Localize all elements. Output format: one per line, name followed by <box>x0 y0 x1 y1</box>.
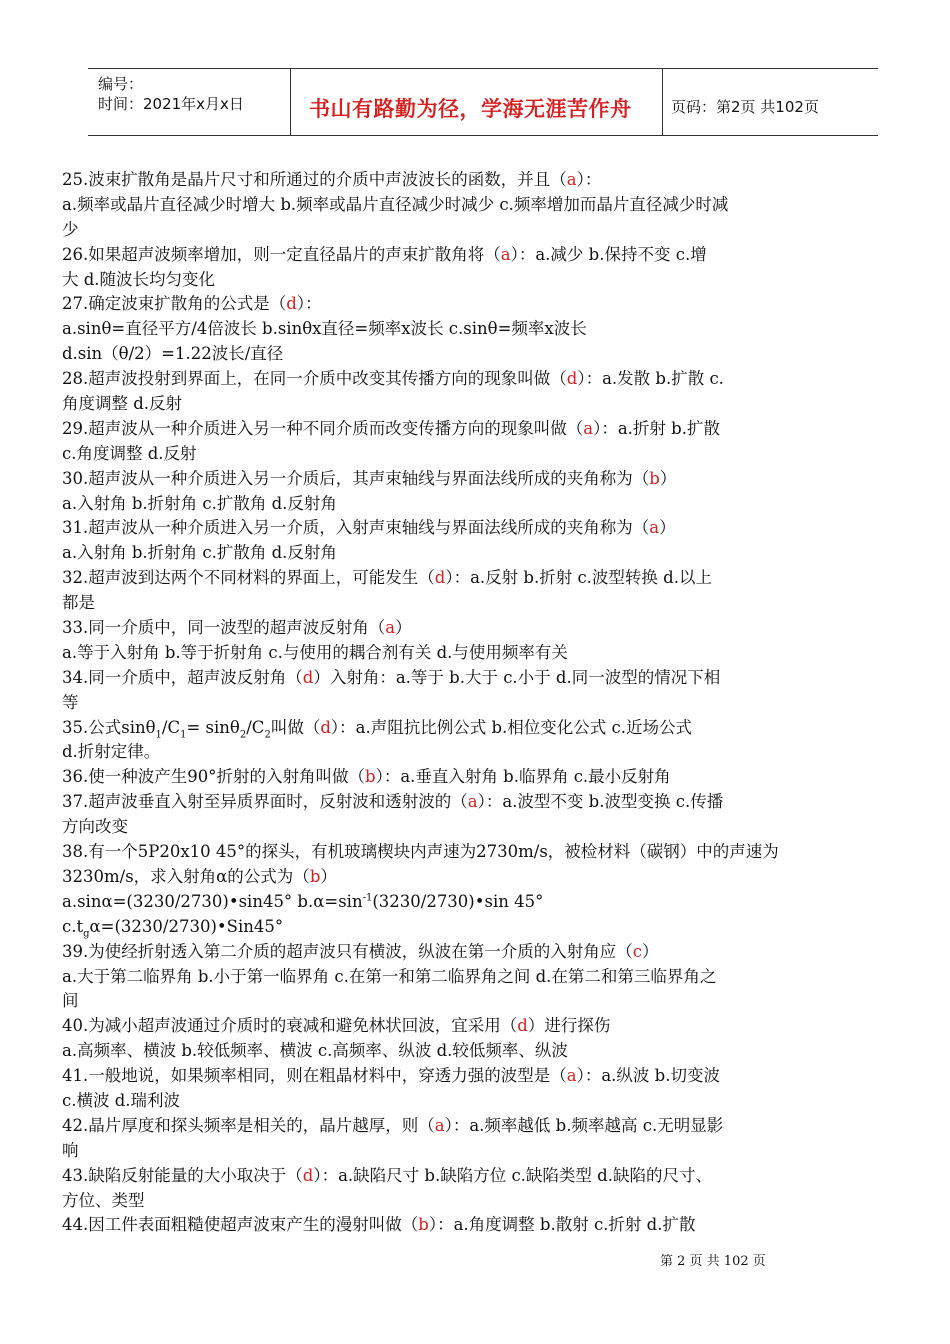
line-text: d.sin（θ/2）=1.22波长/直径 <box>62 344 284 364</box>
subscript: 1 <box>180 728 187 740</box>
text-line <box>62 292 902 317</box>
line-text: ）：a.波型不变 b.波型变换 c.传播 <box>477 792 724 812</box>
text-line <box>62 1213 902 1238</box>
line-text: ） <box>659 518 676 538</box>
header-motto: 书山有路勤为径，学海无涯苦作舟 <box>309 97 632 121</box>
line-text: 40.为减小超声波通过介质时的衰减和避免林状回波，宜采用（ <box>62 1016 518 1036</box>
text-line <box>62 1039 902 1064</box>
text-line <box>62 666 902 691</box>
text-line <box>62 541 902 566</box>
text-line <box>62 940 902 965</box>
line-text: ） <box>659 468 677 488</box>
line-text: 3230m/s，求入射角α的公式为（ <box>62 866 310 886</box>
answer-choice: a <box>385 618 396 638</box>
line-text: 少 <box>62 219 79 239</box>
line-text: c.角度调整 d.反射 <box>62 443 197 463</box>
line-text: 25.波束扩散角是晶片尺寸和所通过的介质中声波波长的函数，并且（ <box>62 170 567 189</box>
answer-choice: d <box>320 717 331 737</box>
document-number-label: 编号： <box>98 75 144 93</box>
line-text: 44.因工件表面粗糙使超声波束产生的漫射叫做（ <box>62 1215 419 1235</box>
answer-choice: d <box>302 667 314 687</box>
answer-choice: d <box>302 1165 314 1185</box>
text-line <box>62 989 902 1014</box>
header-motto-cell <box>291 69 663 135</box>
text-line <box>62 317 902 342</box>
superscript: -1 <box>362 892 373 904</box>
line-text: 27.确定波束扩散角的公式是（ <box>62 294 287 314</box>
subscript: 1 <box>155 728 162 740</box>
subscript: 2 <box>239 728 247 740</box>
answer-choice: a <box>566 1066 577 1086</box>
line-text: ）：a.频率越低 b.频率越高 c.无明显影 <box>444 1115 724 1135</box>
line-text: 43.缺陷反射能量的大小取决于（ <box>62 1165 303 1185</box>
text-line <box>62 392 902 417</box>
line-text: 36.使一种波产生90°折射的入射角叫做（ <box>62 767 365 787</box>
answer-choice: d <box>517 1016 528 1036</box>
line-text: a.sinθ=直径平方/4倍波长 b.sinθx直径=频率x波长 c.sinθ=频率x波长 <box>62 319 587 339</box>
line-text: ）进行探伤 <box>527 1016 611 1036</box>
answer-choice: a <box>500 244 511 264</box>
text-line <box>62 516 902 541</box>
answer-choice: b <box>309 866 321 886</box>
line-text: ）：a.减少 b.保持不变 c.增 <box>510 244 707 264</box>
answer-choice: a <box>649 518 660 538</box>
text-line <box>62 268 902 293</box>
line-text: 29.超声波从一种介质进入另一种不同介质而改变传播方向的现象叫做（ <box>62 418 584 438</box>
line-text: α=(3230/2730)•Sin45° <box>89 916 284 936</box>
text-line <box>62 168 902 193</box>
line-text: ）：a.声阻抗比例公式 b.相位变化公式 c.近场公式 <box>330 717 692 737</box>
line-text: 35.公式sinθ <box>62 717 156 737</box>
line-text: 41.一般地说，如果频率相同，则在粗晶材料中，穿透力强的波型是（ <box>62 1066 567 1086</box>
answer-choice: b <box>418 1215 429 1235</box>
line-text: 37.超声波垂直入射至异质界面时，反射波和透射波的（ <box>62 792 468 812</box>
subscript: 2 <box>264 728 271 740</box>
text-line <box>62 616 902 641</box>
answer-choice: c <box>632 941 642 961</box>
line-text: ） <box>395 618 412 638</box>
text-line <box>62 591 902 616</box>
line-text: 30.超声波从一种介质进入另一介质后，其声束轴线与界面法线所成的夹角称为（ <box>62 468 650 488</box>
line-text: ）：a.反射 b.折射 c.波型转换 d.以上 <box>445 568 712 588</box>
line-text: 响 <box>62 1140 79 1160</box>
line-text: 34.同一介质中，超声波反射角（ <box>62 667 303 687</box>
text-line <box>62 890 902 915</box>
line-text: c.t <box>62 916 84 936</box>
answer-choice: a <box>566 170 577 189</box>
line-text: 间 <box>62 991 79 1011</box>
text-line <box>62 691 902 716</box>
text-line <box>62 1139 902 1164</box>
line-text: a.入射角 b.折射角 c.扩散角 d.反射角 <box>62 543 337 563</box>
line-text: a.高频率、横波 b.较低频率、横波 c.高频率、纵波 d.较低频率、纵波 <box>62 1041 568 1061</box>
answer-choice: b <box>365 767 376 787</box>
answer-choice: d <box>566 369 578 389</box>
text-line <box>62 193 902 218</box>
text-line <box>62 367 902 392</box>
page-header <box>88 68 878 136</box>
subscript: g <box>83 928 90 940</box>
text-line <box>62 342 902 367</box>
answer-choice: d <box>286 294 297 314</box>
line-text: 角度调整 d.反射 <box>62 394 183 414</box>
text-line <box>62 467 902 492</box>
line-text: 26.如果超声波频率增加，则一定直径晶片的声束扩散角将（ <box>62 244 501 264</box>
text-line <box>62 1064 902 1089</box>
answer-choice: a <box>467 792 478 812</box>
line-text: a.sinα=(3230/2730)•sin45° b.α=sin <box>62 891 363 911</box>
text-line <box>62 716 902 741</box>
text-line <box>62 417 902 442</box>
line-text: ）： <box>296 294 322 314</box>
line-text: a.大于第二临界角 b.小于第一临界角 c.在第一和第二临界角之间 d.在第二和第三临界角之 <box>62 966 717 986</box>
text-line <box>62 965 902 990</box>
text-line <box>62 442 902 467</box>
line-text: a.入射角 b.折射角 c.扩散角 d.反射角 <box>62 493 337 513</box>
line-text: 叫做（ <box>270 717 321 737</box>
line-text: ）：a.角度调整 b.散射 c.折射 d.扩散 <box>428 1215 696 1235</box>
line-text: d.折射定律。 <box>62 742 161 762</box>
text-line <box>62 243 902 268</box>
line-text: 31.超声波从一种介质进入另一介质，入射声束轴线与界面法线所成的夹角称为（ <box>62 518 650 538</box>
text-line <box>62 815 902 840</box>
text-line <box>62 1114 902 1139</box>
text-line <box>62 765 902 790</box>
text-line <box>62 1189 902 1214</box>
line-text: ）： <box>576 170 602 189</box>
text-line <box>62 865 902 890</box>
document-time-label: 时间：2021年x月x日 <box>98 95 244 113</box>
header-info-cell <box>88 69 291 135</box>
line-text: 方向改变 <box>62 817 128 837</box>
line-text: ）：a.发散 b.扩散 c. <box>577 369 724 389</box>
text-line <box>62 566 902 591</box>
line-text: 等 <box>62 692 79 712</box>
text-line <box>62 790 902 815</box>
line-text: ）：a.缺陷尺寸 b.缺陷方位 c.缺陷类型 d.缺陷的尺寸、 <box>313 1165 712 1185</box>
line-text: = sinθ <box>186 717 240 737</box>
line-text: 33.同一介质中，同一波型的超声波反射角（ <box>62 618 386 638</box>
line-text: c.横波 d.瑞利波 <box>62 1090 181 1110</box>
answer-choice: a <box>583 418 594 438</box>
line-text: 大 d.随波长均匀变化 <box>62 269 216 289</box>
text-line <box>62 1014 902 1039</box>
answer-choice: d <box>434 568 446 588</box>
text-line <box>62 1164 902 1189</box>
line-text: 28.超声波投射到界面上，在同一介质中改变其传播方向的现象叫做（ <box>62 369 567 389</box>
line-text: ） <box>320 866 337 886</box>
text-line <box>62 840 902 865</box>
line-text: 方位、类型 <box>62 1190 145 1210</box>
answer-choice: b <box>649 468 660 488</box>
question-list <box>62 168 902 1238</box>
line-text: ） <box>642 941 659 961</box>
line-text: 38.有一个5P20x10 45°的探头，有机玻璃楔块内声速为2730m/s，被检材料（碳钢）中的声速为 <box>62 842 779 862</box>
line-text: a.频率或晶片直径减少时增大 b.频率或晶片直径减少时减少 c.频率增加而晶片直径减少时减 <box>62 194 729 214</box>
text-line <box>62 740 902 765</box>
header-page-info: 页码：第2页 共102页 <box>671 98 819 116</box>
line-text: 39.为使经折射透入第二介质的超声波只有横波，纵波在第一介质的入射角应（ <box>62 941 633 961</box>
text-line <box>62 218 902 243</box>
text-line <box>62 1089 902 1114</box>
answer-choice: a <box>434 1115 445 1135</box>
text-line <box>62 492 902 517</box>
line-text: ）：a.垂直入射角 b.临界角 c.最小反射角 <box>375 767 671 787</box>
page-footer: 第 2 页 共 102 页 <box>660 1254 766 1269</box>
line-text: /C <box>246 717 265 737</box>
line-text: (3230/2730)•sin 45° <box>372 891 544 911</box>
text-line <box>62 641 902 666</box>
line-text: ）：a.折射 b.扩散 <box>593 418 720 438</box>
header-page-cell <box>663 69 878 135</box>
line-text: a.等于入射角 b.等于折射角 c.与使用的耦合剂有关 d.与使用频率有关 <box>62 642 568 662</box>
line-text: ）入射角：a.等于 b.大于 c.小于 d.同一波型的情况下相 <box>313 667 721 687</box>
line-text: ）：a.纵波 b.切变波 <box>576 1066 720 1086</box>
line-text: 42.晶片厚度和探头频率是相关的，晶片越厚，则（ <box>62 1115 435 1135</box>
line-text: /C <box>161 717 181 737</box>
line-text: 都是 <box>62 593 95 613</box>
line-text: 32.超声波到达两个不同材料的界面上，可能发生（ <box>62 568 435 588</box>
text-line <box>62 915 902 940</box>
